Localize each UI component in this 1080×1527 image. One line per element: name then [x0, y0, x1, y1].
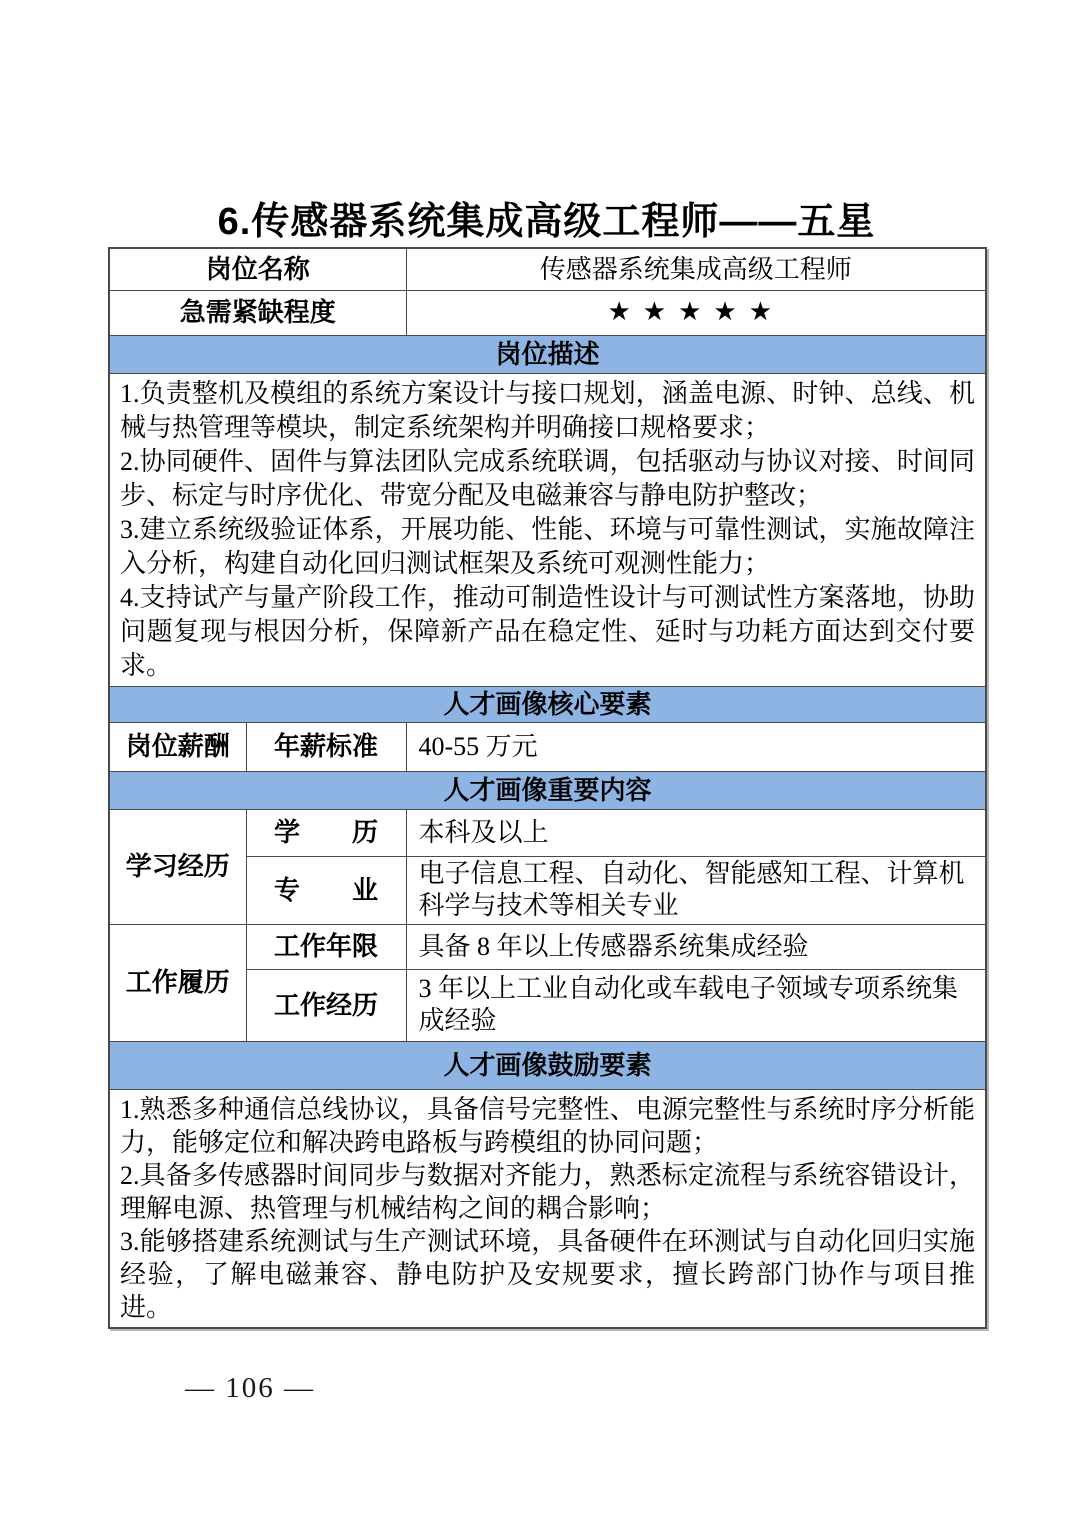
- table-row: [109, 373, 986, 686]
- section-header-core-elements: 人才画像核心要素: [109, 686, 986, 722]
- table-row: [109, 248, 986, 290]
- salary-value: 40-55 万元: [406, 722, 986, 771]
- work-experience-label: 工作经历: [246, 969, 406, 1041]
- table-row: [109, 924, 986, 969]
- encouragement-cell: [109, 1089, 986, 1328]
- work-years-value: 具备 8 年以上传感器系统集成经验: [406, 924, 986, 969]
- major-value: 电子信息工程、自动化、智能感知工程、计算机科学与技术等相关专业: [406, 856, 986, 924]
- urgency-label: 急需紧缺程度: [109, 290, 406, 335]
- encouragement-line: 3.能够搭建系统测试与生产测试环境，具备硬件在环测试与自动化回归实施经验，了解电磁兼容、静电防护及安规要求，擅长跨部门协作与项目推进。: [120, 1226, 976, 1322]
- work-experience-value: 3 年以上工业自动化或车载电子领域专项系统集成经验: [406, 969, 986, 1041]
- salary-group-label: 岗位薪酬: [109, 722, 246, 771]
- table-row: [109, 686, 986, 722]
- table-row: [109, 1041, 986, 1089]
- page-title: 6.传感器系统集成高级工程师——五星: [217, 201, 876, 243]
- table-row: [109, 771, 986, 809]
- table-row: [109, 722, 986, 771]
- page-number: — 106 —: [185, 1372, 315, 1404]
- table-row: [109, 1089, 986, 1328]
- education-group-label: 学习经历: [109, 809, 246, 924]
- position-name-value: 传感器系统集成高级工程师: [406, 248, 986, 290]
- work-group-label: 工作履历: [109, 924, 246, 1041]
- job-profile-table: [108, 247, 987, 1329]
- table-row: [109, 335, 986, 373]
- section-header-description: 岗位描述: [109, 335, 986, 373]
- description-line: 2.协同硬件、固件与算法团队完成系统联调，包括驱动与协议对接、时间同步、标定与时序优化、带宽分配及电磁兼容与静电防护整改；: [120, 446, 976, 510]
- description-cell: [109, 373, 986, 686]
- degree-value: 本科及以上: [406, 809, 986, 856]
- section-header-important-content: 人才画像重要内容: [109, 771, 986, 809]
- work-years-label: 工作年限: [246, 924, 406, 969]
- description-line: 4.支持试产与量产阶段工作，推动可制造性设计与可测试性方案落地，协助问题复现与根因分析，保障新产品在稳定性、延时与功耗方面达到交付要求。: [120, 582, 976, 680]
- encouragement-line: 1.熟悉多种通信总线协议，具备信号完整性、电源完整性与系统时序分析能力，能够定位和解决跨电路板与跨模组的协同问题；: [120, 1094, 976, 1157]
- table-row: [109, 290, 986, 335]
- description-line: 3.建立系统级验证体系，开展功能、性能、环境与可靠性测试，实施故障注入分析，构建自动化回归测试框架及系统可观测性能力；: [120, 514, 976, 578]
- degree-label: 学 历: [246, 809, 406, 856]
- encouragement-line: 2.具备多传感器时间同步与数据对齐能力，熟悉标定流程与系统容错设计，理解电源、热管理与机械结构之间的耦合影响；: [120, 1160, 976, 1223]
- position-name-label: 岗位名称: [109, 248, 406, 290]
- section-header-encouragement: 人才画像鼓励要素: [109, 1041, 986, 1089]
- salary-sub-label: 年薪标准: [246, 722, 406, 771]
- table-row: [109, 809, 986, 856]
- urgency-stars: ★★★★★: [406, 290, 986, 335]
- major-label: 专 业: [246, 856, 406, 924]
- description-line: 1.负责整机及模组的系统方案设计与接口规划，涵盖电源、时钟、总线、机械与热管理等模块，制定系统架构并明确接口规格要求；: [120, 378, 976, 442]
